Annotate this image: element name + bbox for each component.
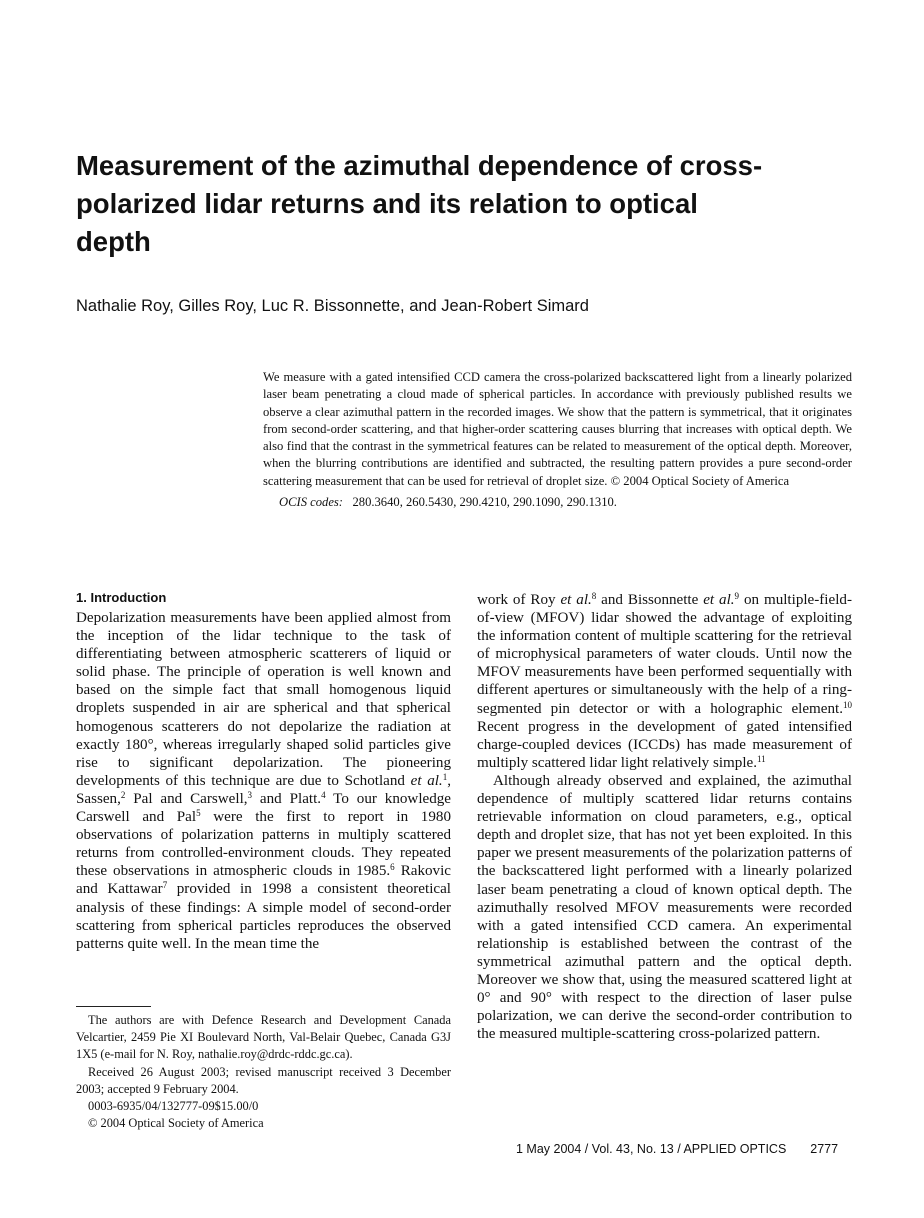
body-column-right [477,591,852,1043]
ref-4[interactable]: 4 [321,789,326,800]
text-run: provided in 1998 a consistent theoretical analysis of these findings: A simple model of second-order scattering from spherical particles reproduces the observed patterns quite well. In the mean time the [76,881,451,952]
ref-8[interactable]: 8 [591,591,597,601]
paragraph [477,591,852,772]
page-number: 2777 [810,1142,839,1156]
text-run: et al. [703,592,735,608]
text-run: et al. [560,592,592,608]
body-column-left [76,609,451,953]
text-run: Recent progress in the development of gated intensified charge-coupled devices (ICCDs) has made measurement of multiply scattered lidar light relatively simple. [477,718,852,771]
paragraph: Although already observed and explained, the azimuthal dependence of multiply scattered lidar returns contains retrievable information on cloud parameters, e.g., optical depth and droplet size, that has not yet been exploited. In this paper we present measurements of the polarization patterns of the backscattered light performed with a linearly polarized laser beam penetrating a cloud of known optical depth. The azimuthally resolved MFOV measurements were recorded with a gated intensified CCD camera. An experimental relationship is established between the contrast of the symmetrical azimuthal pattern and the optical depth. Moreover we show that, using the measured scattered light at 0° and 90° with respect to the direction of laser pulse polarization, we can derive the second-order contribution to the measured multiple-scattering cross-polarized pattern. [477,772,852,1043]
section-heading: 1. Introduction [76,590,167,605]
text-run: Pal and Carswell, [125,790,248,807]
ref-6[interactable]: 6 [390,862,395,873]
paragraph [76,609,451,953]
ref-2[interactable]: 2 [120,789,126,800]
footnotes [76,1012,451,1132]
text-run: Rakovic and Kattawar [76,863,451,898]
text-run: on multiple-field-of-view (MFOV) lidar showed the advantage of exploiting the information content of multiple scattering for the retrieval of microphysical parameters of water clouds. Until now the MFOV measurements have been performed sequentially with different apertures or simultaneously with the help of a ring-segmented pin detector or with a holographic element. [477,592,852,717]
ref-7[interactable]: 7 [162,880,168,891]
text-run: and Bissonnette [596,592,704,608]
ref-10[interactable]: 10 [843,699,852,710]
ocis-codes [279,494,859,511]
text-run: To our knowledge Carswell and Pal [76,790,452,826]
text-run: were the first to report in 1980 observations of polarization patterns in multiply scattered returns from controlled-environment clouds. They repeated these observations in atmospheric clouds in 1985. [76,809,451,880]
affiliation-note: The authors are with Defence Research and Development Canada Velcartier, 2459 Pie XI Boulevard North, Val-Belair Quebec, Canada G3J 1X5 (e-mail for N. Roy, nathalie.roy@drdc-rddc.gc.ca). [76,1013,451,1062]
ref-5[interactable]: 5 [196,808,201,819]
issn-note: 0003-6935/04/132777-09$15.00/0 [88,1099,259,1114]
article-title: Measurement of the azimuthal dependence of cross-polarized lidar returns and its relation to optical depth [76,150,763,257]
received-note: Received 26 August 2003; revised manuscript received 3 December 2003; accepted 9 February 2004. [76,1064,451,1096]
ocis-label: OCIS codes: [279,495,344,509]
text-run: , Sassen, [76,772,451,807]
ref-11[interactable]: 11 [757,753,766,764]
text-run: et al. [410,772,443,789]
author-list: Nathalie Roy, Gilles Roy, Luc R. Bissonnette, and Jean-Robert Simard [76,297,589,315]
ref-3[interactable]: 3 [247,789,253,800]
ocis-values: 280.3640, 260.5430, 290.4210, 290.1090, 290.1310. [352,495,617,509]
footnote-divider [76,1006,151,1007]
text-run: and Platt. [252,790,322,807]
journal-citation: 1 May 2004 / Vol. 43, No. 13 / APPLIED OPTICS [516,1142,787,1156]
running-footer [516,1142,838,1156]
ref-1[interactable]: 1 [442,771,448,782]
text-run: work of Roy [477,592,561,608]
text-run: Depolarization measurements have been applied almost from the inception of the lidar technique to the task of differentiating between atmospheric scatterers of liquid or solid phase. The principle of operation is well known and based on the simple fact that small homogenous liquid droplets suspended in air are spherical and that spherical homogenous scatterers do not depolarize the radiation at exactly 180°, whereas irregularly shaped solid particles give rise to significant depolarization. The pioneering developments of this technique are due to Schotland [76,610,451,789]
copyright-note: © 2004 Optical Society of America [88,1116,264,1131]
abstract: We measure with a gated intensified CCD camera the cross-polarized backscattered light from a linearly polarized laser beam penetrating a cloud made of spherical particles. In accordance with previously published results we observe a clear azimuthal pattern in the recorded images. We show that the pattern is symmetrical, that it originates from second-order scattering, and that higher-order scattering causes blurring that increases with optical depth. We also find that the contrast in the symmetrical features can be related to measurement of the optical depth. Moreover, when the blurring contributions are identified and subtracted, the resulting pattern provides a pure second-order scattering measurement that can be used for retrieval of droplet size. © 2004 Optical Society of America [263,370,852,488]
ref-9[interactable]: 9 [734,591,740,601]
